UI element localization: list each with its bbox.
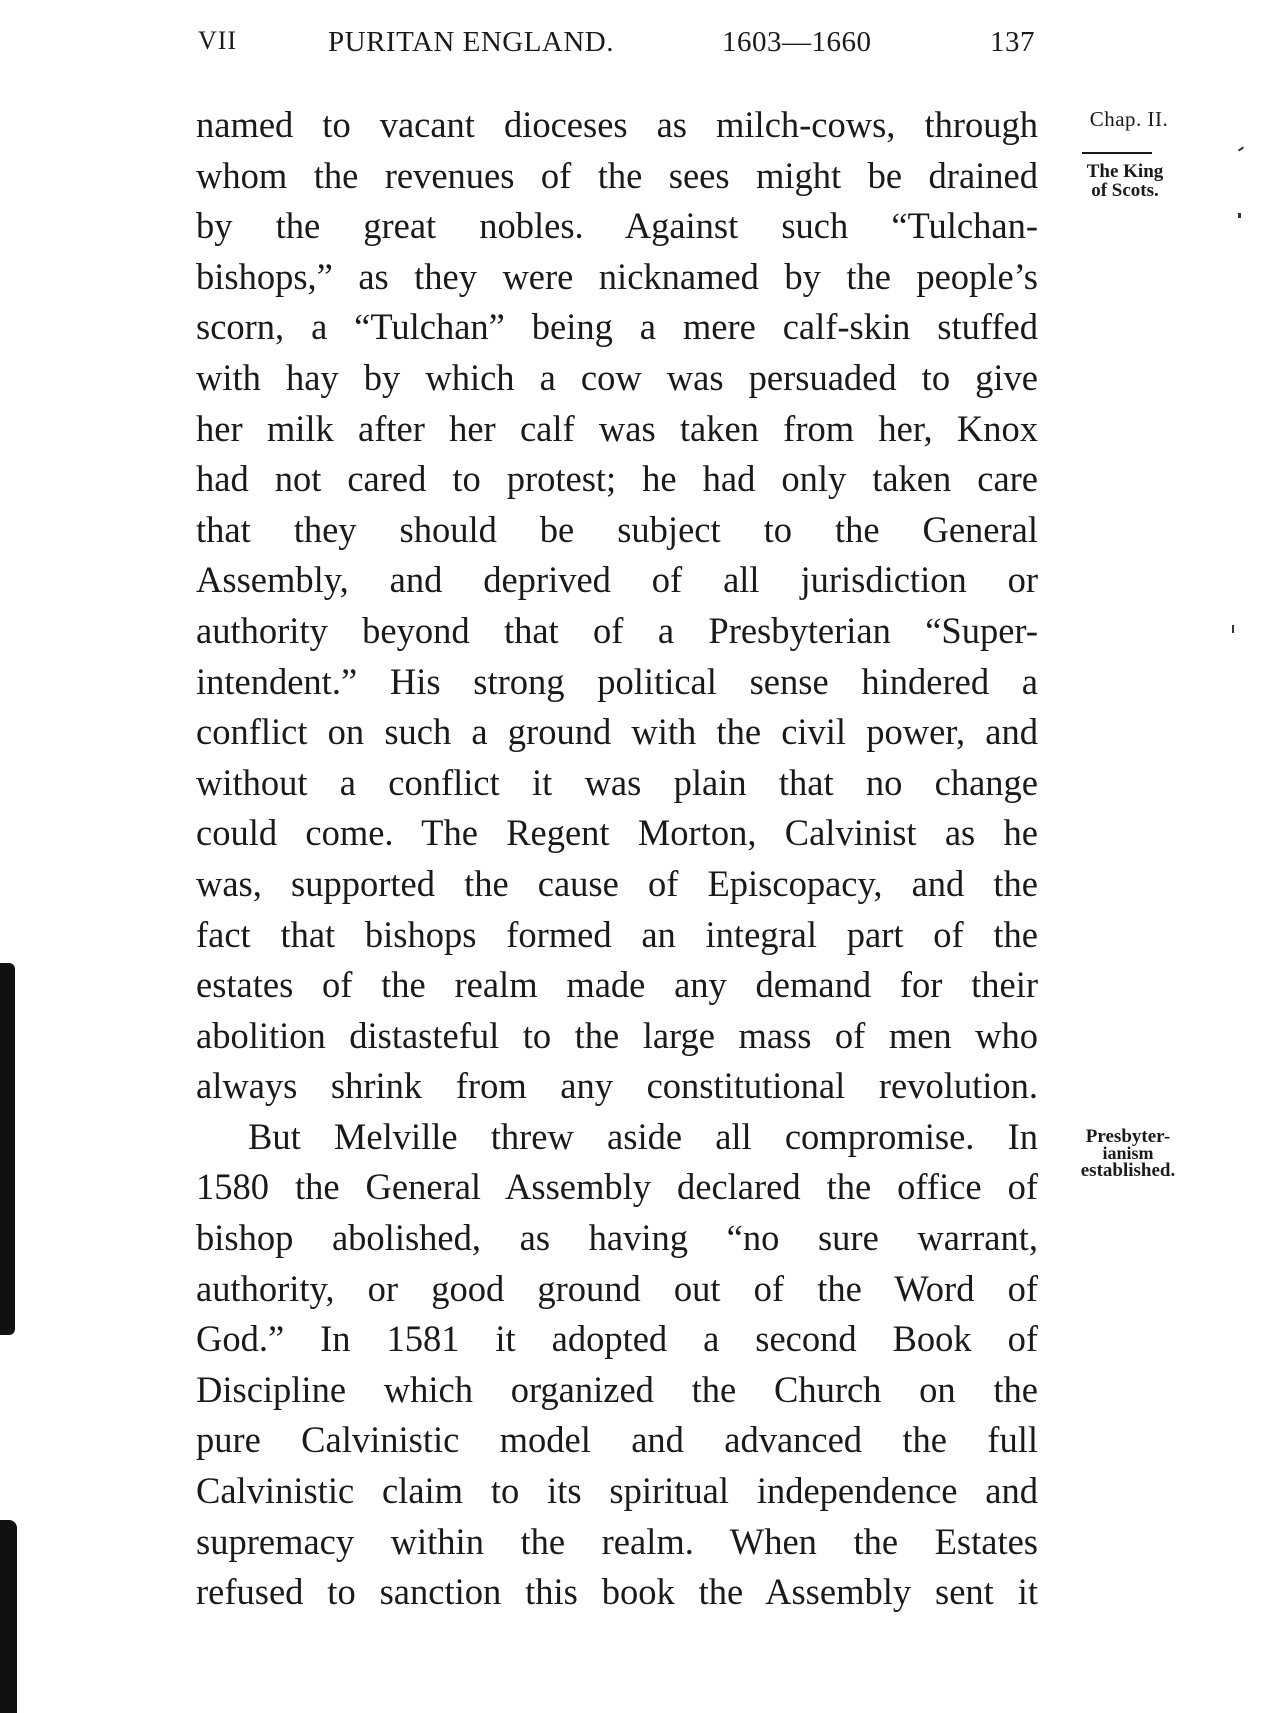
running-head bbox=[0, 26, 1261, 66]
text-line: God.” In 1581 it adopted a second Book of bbox=[196, 1318, 1038, 1360]
sidenote-pres-line-3: established. bbox=[1080, 1160, 1176, 1181]
binding-shadow bbox=[0, 963, 15, 1335]
text-line: abolition distasteful to the large mass of men who bbox=[196, 1014, 1038, 1056]
running-head-dates: 1603—1660 bbox=[722, 26, 872, 58]
text-line: supremacy within the realm. When the Estates bbox=[196, 1520, 1038, 1562]
sidenote-presbyterianism bbox=[1052, 1127, 1204, 1180]
sidenote-pres-line-1: Presbyter- bbox=[1085, 1126, 1171, 1147]
text-line: that they should be subject to the General bbox=[196, 508, 1038, 550]
text-line: authority beyond that of a Presbyterian “Super- bbox=[196, 609, 1038, 651]
sidenote-king-line-1: The King bbox=[1086, 161, 1164, 182]
text-line: authority, or good ground out of the Word of bbox=[196, 1267, 1038, 1309]
text-line: Discipline which organized the Church on the bbox=[196, 1368, 1038, 1410]
text-line: her milk after her calf was taken from her, Knox bbox=[196, 407, 1038, 449]
text-line: by the great nobles. Against such “Tulchan- bbox=[196, 205, 1038, 247]
page-number: 137 bbox=[990, 26, 1035, 58]
text-line: bishop abolished, as having “no sure warrant, bbox=[196, 1217, 1038, 1259]
text-line: could come. The Regent Morton, Calvinist as he bbox=[196, 812, 1038, 854]
text-line: 1580 the General Assembly declared the office of bbox=[196, 1166, 1038, 1208]
text-line: Assembly, and deprived of all jurisdiction or bbox=[196, 559, 1038, 601]
text-line: with hay by which a cow was persuaded to give bbox=[196, 356, 1038, 398]
text-line: estates of the realm made any demand for their bbox=[196, 964, 1038, 1006]
text-line: bishops,” as they were nicknamed by the people’s bbox=[196, 255, 1038, 297]
sidenote-king-of-scots bbox=[1060, 162, 1190, 200]
text-line: refused to sanction this book the Assembly sent it bbox=[196, 1571, 1038, 1613]
body-text bbox=[196, 100, 1038, 1618]
text-line: was, supported the cause of Episcopacy, and the bbox=[196, 862, 1038, 904]
running-head-chapter: VII bbox=[198, 26, 238, 55]
sidenote-chapter: Chap. II. bbox=[1089, 107, 1169, 131]
text-line: pure Calvinistic model and advanced the full bbox=[196, 1419, 1038, 1461]
scan-speck bbox=[1232, 625, 1234, 633]
text-line: Calvinistic claim to its spiritual independence and bbox=[196, 1470, 1038, 1512]
running-head-title: PURITAN ENGLAND. bbox=[328, 26, 614, 58]
text-line: without a conflict it was plain that no change bbox=[196, 761, 1038, 803]
text-line: But Melville threw aside all compromise. In bbox=[248, 1115, 1038, 1157]
scan-speck bbox=[1238, 213, 1241, 218]
text-line: had not cared to protest; he had only taken care bbox=[196, 458, 1038, 500]
text-line: named to vacant dioceses as milch-cows, through bbox=[196, 104, 1038, 145]
scan-speck bbox=[1238, 146, 1244, 151]
binding-shadow bbox=[0, 1520, 17, 1713]
text-line: whom the revenues of the sees might be drained bbox=[196, 154, 1038, 196]
sidenote-pres-line-2: ianism bbox=[1102, 1143, 1154, 1163]
text-line: intendent.” His strong political sense hindered a bbox=[196, 660, 1038, 702]
text-line: fact that bishops formed an integral part of the bbox=[196, 913, 1038, 955]
text-line: conflict on such a ground with the civil power, and bbox=[196, 711, 1038, 753]
sidenote-rule bbox=[1082, 152, 1152, 154]
text-line: scorn, a “Tulchan” being a mere calf-skin stuffed bbox=[196, 306, 1038, 348]
text-line: always shrink from any constitutional revolution. bbox=[196, 1065, 1038, 1107]
sidenote-king-line-2: of Scots. bbox=[1091, 180, 1159, 201]
